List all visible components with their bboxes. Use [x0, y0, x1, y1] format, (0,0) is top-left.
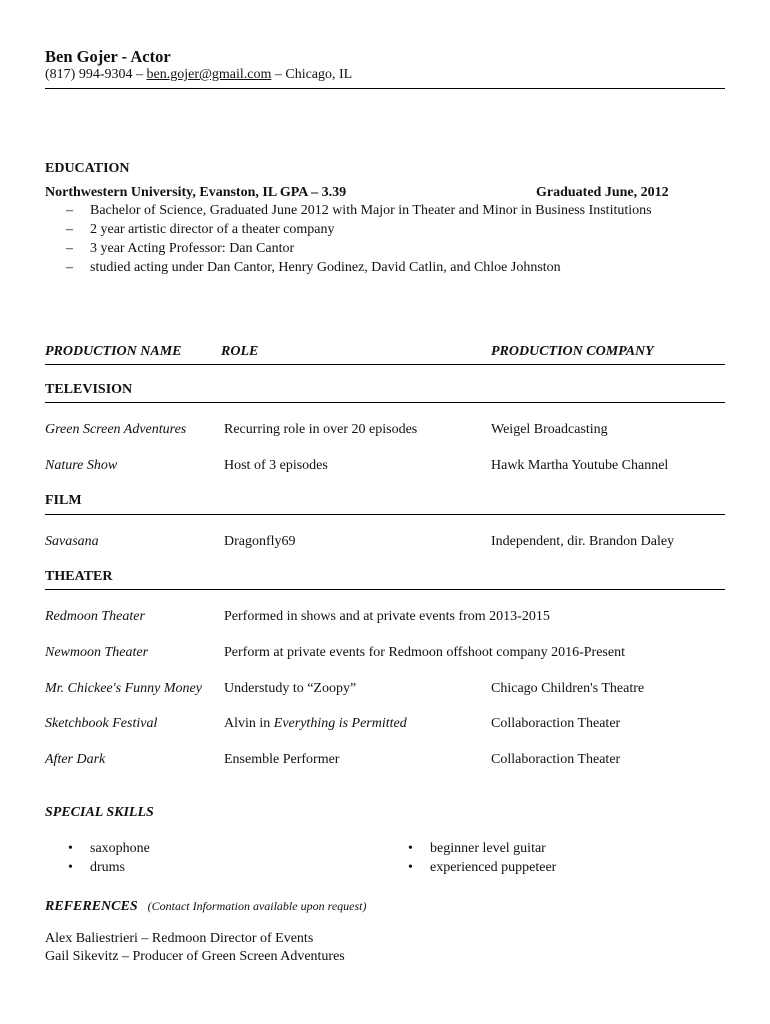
production-role: Host of 3 episodes [224, 458, 328, 473]
column-header-production-name: PRODUCTION NAME [45, 344, 182, 359]
skill-item: experienced puppeteer [430, 860, 557, 875]
role-prefix: Alvin in [224, 716, 274, 731]
film-heading: FILM [45, 493, 82, 508]
production-company: Independent, dir. Brandon Daley [491, 534, 675, 549]
production-name: Green Screen Adventures [45, 422, 187, 437]
reference-item: Alex Baliestrieri – Redmoon Director of Events [45, 931, 314, 946]
section-rule [45, 514, 725, 515]
production-role: Recurring role in over 20 episodes [224, 422, 418, 437]
skill-item: saxophone [90, 841, 150, 856]
section-rule [45, 402, 725, 403]
references-line [45, 897, 366, 915]
column-header-production-company: PRODUCTION COMPANY [491, 344, 654, 359]
production-name: Sketchbook Festival [45, 716, 158, 731]
education-item: studied acting under Dan Cantor, Henry Godinez, David Catlin, and Chloe Johnston [90, 260, 561, 275]
production-company: Chicago Children's Theatre [491, 681, 645, 696]
bullet: • [408, 860, 413, 875]
skill-item: beginner level guitar [430, 841, 546, 856]
production-company: Collaboraction Theater [491, 716, 621, 731]
education-heading: EDUCATION [45, 161, 130, 176]
location: Chicago, IL [285, 67, 353, 82]
special-skills-heading: SPECIAL SKILLS [45, 805, 154, 820]
list-dash: – [66, 203, 73, 218]
production-role [224, 716, 407, 732]
play-title: Everything is Permitted [273, 716, 407, 731]
bullet: • [408, 841, 413, 856]
production-company: Hawk Martha Youtube Channel [491, 458, 669, 473]
production-name: Newmoon Theater [45, 645, 149, 660]
production-company: Collaboraction Theater [491, 752, 621, 767]
section-rule [45, 589, 725, 590]
column-header-role: ROLE [221, 344, 259, 359]
reference-item: Gail Sikevitz – Producer of Green Screen Adventures [45, 949, 345, 964]
production-role: Performed in shows and at private events from 2013-2015 [224, 609, 550, 624]
production-name: After Dark [45, 752, 106, 767]
theater-heading: THEATER [45, 569, 113, 584]
education-school: Northwestern University, Evanston, IL GPA – 3.39 [45, 185, 347, 200]
references-heading: REFERENCES [45, 899, 138, 914]
bullet: • [68, 841, 73, 856]
education-item: 3 year Acting Professor: Dan Cantor [90, 241, 295, 256]
list-dash: – [66, 241, 73, 256]
email-link[interactable]: ben.gojer@gmail.com [146, 67, 272, 82]
production-role: Understudy to “Zoopy” [224, 681, 357, 696]
television-heading: TELEVISION [45, 382, 133, 397]
contact-separator: – [271, 67, 286, 82]
production-name: Redmoon Theater [45, 609, 145, 624]
production-name: Savasana [45, 534, 99, 549]
resume-name: Ben Gojer - Actor [45, 47, 171, 66]
education-graduated: Graduated June, 2012 [536, 185, 669, 200]
bullet: • [68, 860, 73, 875]
production-role: Ensemble Performer [224, 752, 340, 767]
header-rule [45, 88, 725, 89]
education-item: Bachelor of Science, Graduated June 2012 with Major in Theater and Minor in Business Institutions [90, 203, 652, 218]
phone-number: (817) 994-9304 [45, 67, 133, 82]
production-name: Mr. Chickee's Funny Money [45, 681, 202, 696]
production-role: Perform at private events for Redmoon offshoot company 2016-Present [224, 645, 625, 660]
education-item: 2 year artistic director of a theater company [90, 222, 335, 237]
contact-separator: – [132, 67, 147, 82]
production-company: Weigel Broadcasting [491, 422, 608, 437]
skill-item: drums [90, 860, 125, 875]
production-name: Nature Show [45, 458, 118, 473]
references-note: (Contact Information available upon request) [147, 899, 367, 913]
list-dash: – [66, 222, 73, 237]
column-header-rule [45, 364, 725, 365]
production-role: Dragonfly69 [224, 534, 296, 549]
contact-line [45, 67, 352, 83]
list-dash: – [66, 260, 73, 275]
